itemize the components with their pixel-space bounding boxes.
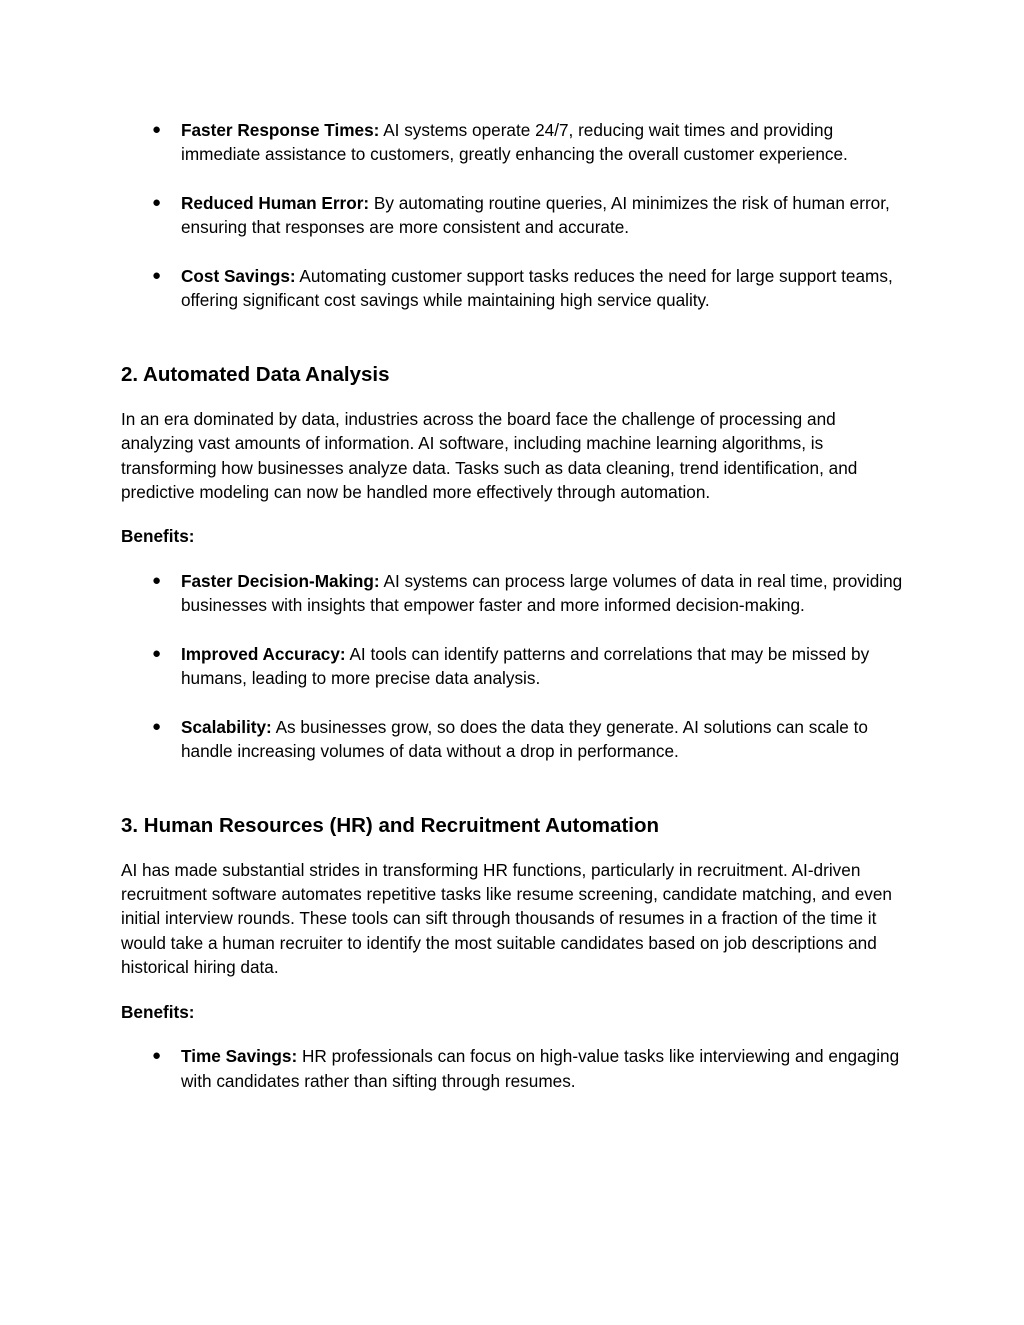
list-item (121, 642, 911, 691)
bullet-icon: ● (152, 267, 162, 284)
bullet-term: Cost Savings: (181, 266, 296, 286)
section-hr-recruitment-automation (121, 812, 911, 1093)
bullet-term: Faster Response Times: (181, 120, 380, 140)
list-item (121, 1044, 911, 1093)
benefits-list (121, 569, 911, 764)
bullet-term: Reduced Human Error: (181, 193, 370, 213)
bullet-icon: ● (152, 644, 162, 662)
bullet-icon: ● (152, 571, 162, 589)
bullet-text: By automating routine queries, AI minimizes the risk of human error, ensuring that responses are more consistent and accurate. (181, 193, 890, 238)
list-item (121, 715, 911, 764)
benefits-label: Benefits: (121, 1001, 195, 1022)
bullet-icon: ● (152, 121, 162, 138)
list-item (121, 264, 911, 313)
bullet-icon: ● (152, 717, 162, 735)
benefits-list (121, 1044, 911, 1093)
section-automated-data-analysis (121, 361, 911, 764)
bullet-text: AI tools can identify patterns and correlations that may be missed by humans, leading to more precise data analysis. (181, 643, 870, 689)
list-item (121, 191, 911, 240)
bullet-icon: ● (152, 194, 162, 211)
benefits-label: Benefits: (121, 526, 195, 547)
list-item (121, 569, 911, 618)
bullet-term: Scalability: (181, 716, 272, 737)
section-heading: 3. Human Resources (HR) and Recruitment Automation (121, 813, 660, 837)
bullet-term: Time Savings: (181, 1046, 298, 1067)
bullet-text: Automating customer support tasks reduces the need for large support teams, offering significant cost savings while maintaining high service quality. (181, 266, 893, 311)
bullet-text: HR professionals can focus on high-value tasks like interviewing and engaging with candidates rather than sifting through resumes. (181, 1046, 900, 1091)
section-paragraph: AI has made substantial strides in transforming HR functions, particularly in recruitment. AI-driven recruitment software automates repetitive tasks like resume screening, candidate matching, and even initial interview rounds. These tools can sift through thousands of resumes in a fraction of the time it would take a human recruiter to identify the most suitable candidates based on job descriptions and historical hiring data. (121, 859, 892, 978)
bullet-term: Faster Decision-Making: (181, 570, 380, 591)
bullet-term: Improved Accuracy: (181, 643, 346, 664)
bullet-text: AI systems operate 24/7, reducing wait times and providing immediate assistance to customers, greatly enhancing the overall customer experience. (181, 120, 848, 165)
document-content (121, 118, 911, 1093)
bullet-text: As businesses grow, so does the data they generate. AI solutions can scale to handle increasing volumes of data without a drop in performance. (181, 716, 868, 762)
intro-benefits-list (121, 118, 911, 313)
bullet-icon: ● (152, 1047, 162, 1065)
list-item (121, 118, 911, 167)
bullet-text: AI systems can process large volumes of data in real time, providing businesses with insights that empower faster and more informed decision-making. (181, 570, 903, 616)
section-heading: 2. Automated Data Analysis (121, 362, 390, 386)
section-paragraph: In an era dominated by data, industries across the board face the challenge of processing and analyzing vast amounts of information. AI software, including machine learning algorithms, is transforming how businesses analyze data. Tasks such as data cleaning, trend identification, and predictive modeling can now be handled more effectively through automation. (121, 408, 858, 503)
